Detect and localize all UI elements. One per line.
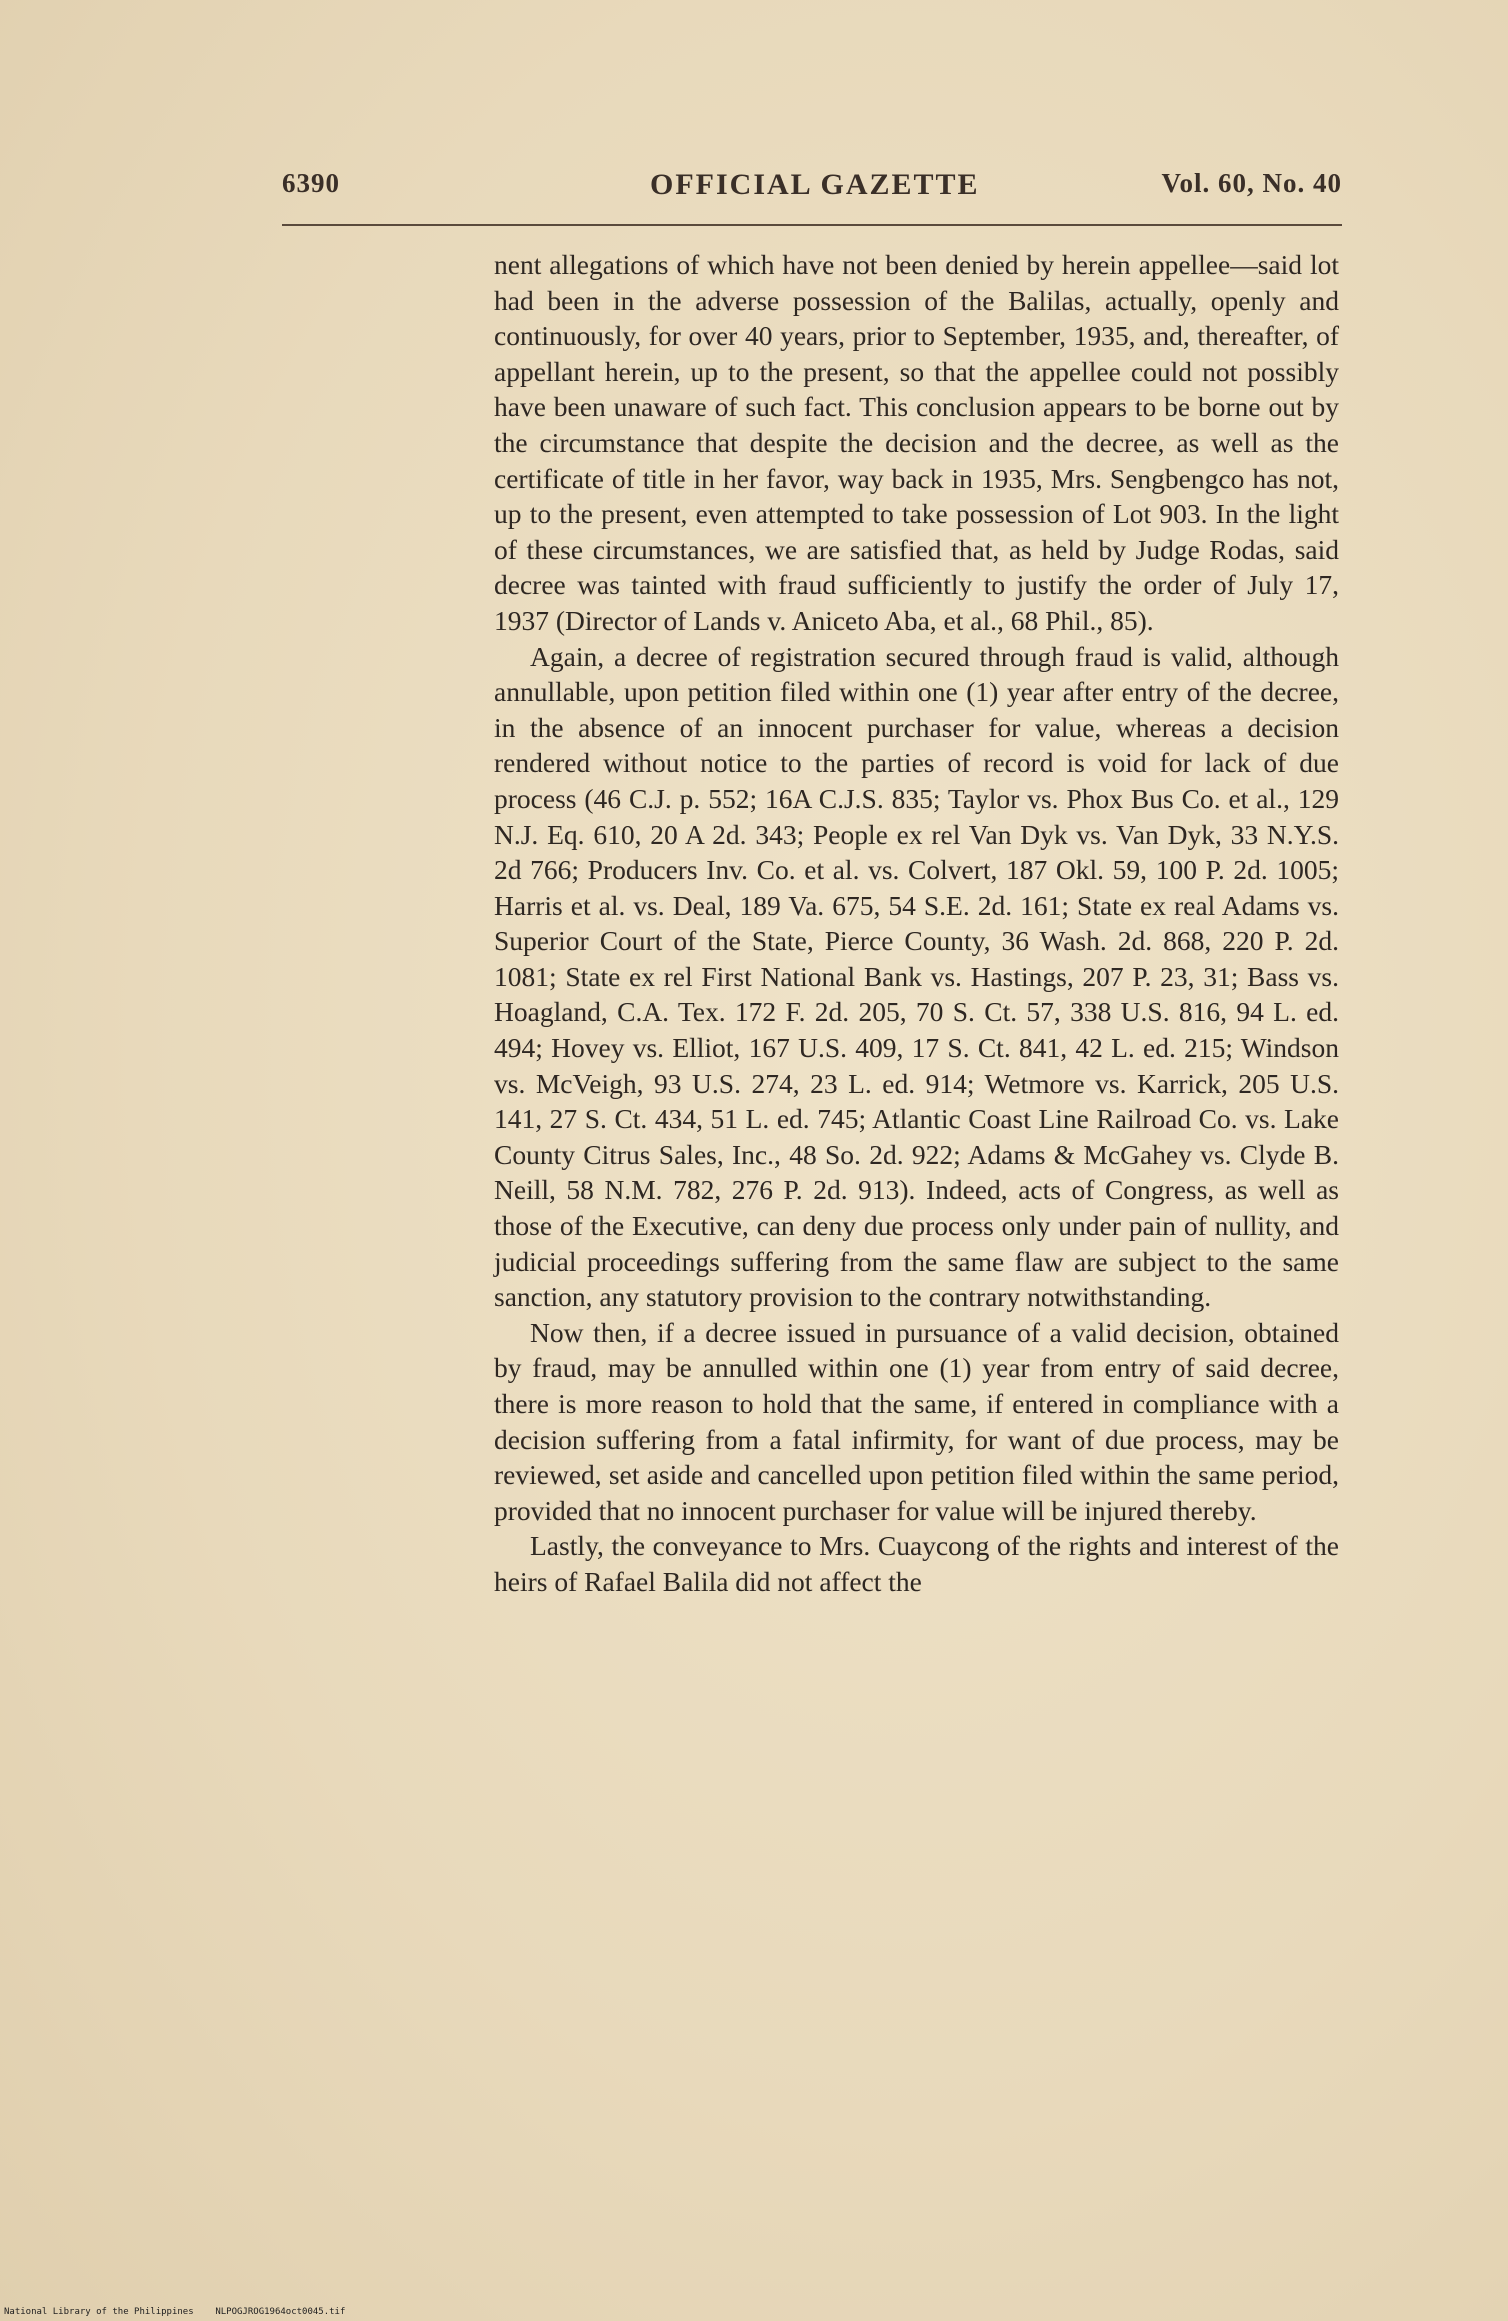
body-text [494,247,1339,1600]
paragraph: Again, a decree of registration secured through fraud is valid, although annullable, upon petition filed within one (1) year after entry of the decree, in the absence of an innocent purchaser for value, whereas a decision rendered without notice to the parties of record is void for lack of due process (46 C.J. p. 552; 16A C.J.S. 835; Taylor vs. Phox Bus Co. et al., 129 N.J. Eq. 610, 20 A 2d. 343; People ex rel Van Dyk vs. Van Dyk, 33 N.Y.S. 2d 766; Producers Inv. Co. et al. vs. Colvert, 187 Okl. 59, 100 P. 2d. 1005; Harris et al. vs. Deal, 189 Va. 675, 54 S.E. 2d. 161; State ex real Adams vs. Superior Court of the State, Pierce County, 36 Wash. 2d. 868, 220 P. 2d. 1081; State ex rel First National Bank vs. Hastings, 207 P. 23, 31; Bass vs. Hoagland, C.A. Tex. 172 F. 2d. 205, 70 S. Ct. 57, 338 U.S. 816, 94 L. ed. 494; Hovey vs. Elliot, 167 U.S. 409, 17 S. Ct. 841, 42 L. ed. 215; Windson vs. McVeigh, 93 U.S. 274, 23 L. ed. 914; Wetmore vs. Karrick, 205 U.S. 141, 27 S. Ct. 434, 51 L. ed. 745; Atlantic Coast Line Railroad Co. vs. Lake County Citrus Sales, Inc., 48 So. 2d. 922; Adams & McGahey vs. Clyde B. Neill, 58 N.M. 782, 276 P. 2d. 913). Indeed, acts of Congress, as well as those of the Executive, can deny due process only under pain of nullity, and judicial proceedings suffering from the same flaw are subject to the same sanction, any statutory provision to the contrary notwithstanding. [494,640,1339,1313]
publication-title: OFFICIAL GAZETTE [650,168,980,201]
paragraph: nent allegations of which have not been denied by herein appellee—said lot had been in the adverse possession of the Balilas, actually, openly and continuously, for over 40 years, prior to September, 1935, and, thereafter, of appellant herein, up to the present, so that the appellee could not possibly have been unaware of such fact. This conclusion appears to be borne out by the circumstance that despite the decision and the decree, as well as the certificate of title in her favor, way back in 1935, Mrs. Sengbengco has not, up to the present, even attempted to take possession of Lot 903. In the light of these circumstances, we are satisfied that, as held by Judge Rodas, said decree was tainted with fraud sufficiently to justify the order of July 17, 1937 (Director of Lands v. Aniceto Aba, et al., 68 Phil., 85). [494,249,1339,636]
paragraph: Now then, if a decree issued in pursuance of a valid decision, obtained by fraud, may be annulled within one (1) year from entry of said decree, there is more reason to hold that the same, if entered in compliance with a decision suffering from a fatal infirmity, for want of due process, may be reviewed, set aside and cancelled upon petition filed within the same period, provided that no innocent purchaser for value will be injured thereby. [494,1316,1339,1526]
footer-source: National Library of the Philippines [4,2307,194,2317]
footer-file: NLPOGJROG1964oct0045.tif [215,2307,346,2317]
page-header [282,168,1342,208]
volume-number: Vol. 60, No. 40 [1161,168,1342,198]
scan-footer [4,2307,345,2317]
page-number: 6390 [282,168,340,198]
header-rule [282,224,1342,226]
paragraph: Lastly, the conveyance to Mrs. Cuaycong of the rights and interest of the heirs of Rafael Balila did not affect the [494,1530,1339,1597]
